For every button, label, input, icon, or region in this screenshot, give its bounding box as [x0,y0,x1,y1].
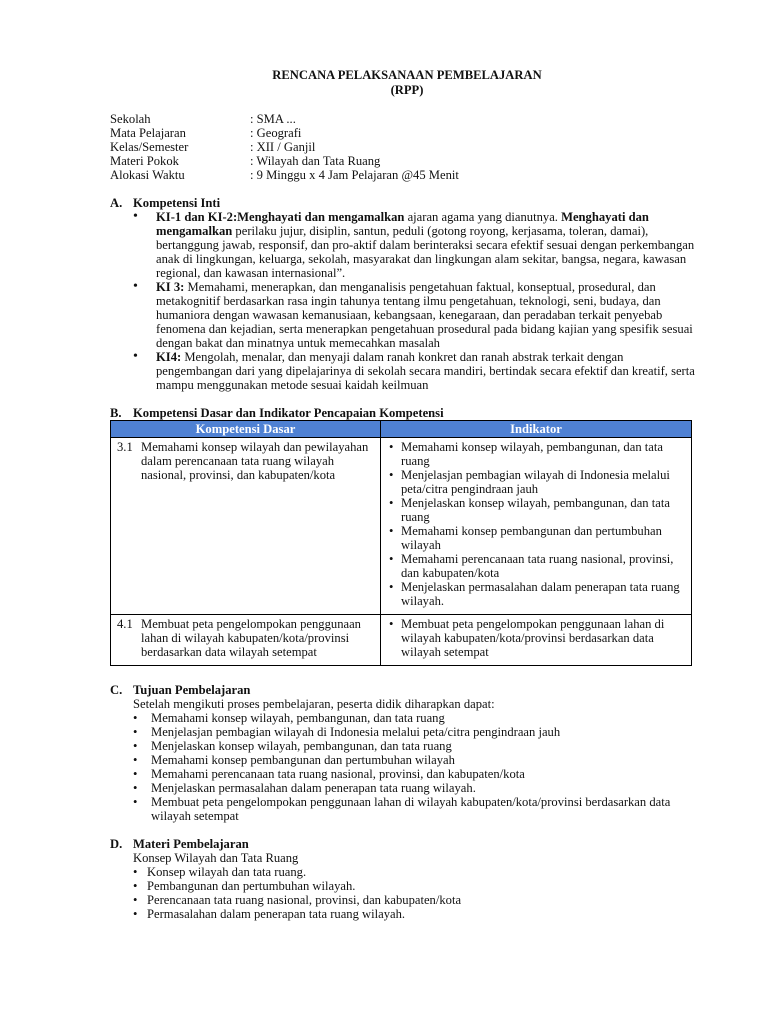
kd-text: Memahami konsep wilayah dan pewilayahan dalam perencanaan tata ruang wilayah nasional, provinsi, dan kabupaten/kota [141,440,369,482]
section-intro: Setelah mengikuti proses pembelajaran, peserta didik diharapkan dapat: [133,697,495,711]
identity-row [110,168,698,182]
tujuan-item: • Membuat peta pengelompokan penggunaan lahan di wilayah kabupaten/kota/provinsi berdasarkan data wilayah setempat [133,795,698,823]
title-line-2: (RPP) [390,82,424,97]
materi-item: • Konsep wilayah dan tata ruang. [133,865,698,879]
materi-list [133,865,698,921]
kd-number: 3.1 [117,440,133,454]
indikator-item: • Memahami konsep pembangunan dan pertumbuhan wilayah [387,524,685,552]
table-header-row [111,421,692,438]
ki-text: Memahami, menerapkan, dan menganalisis pengetahuan faktual, konseptual, prosedural, dan metakognitif berdasarkan rasa ingin tahunya tentang ilmu pengetahuan, teknologi, seni, budaya, dan humaniora dengan wawasan kemanusiaan, kebangsaan, kenegaraan, dan peradaban terkait penyebab fenomena dan kejadian, serta menerapkan pengetahuan prosedural pada bidang kajian yang spesifik sesuai dengan bakat dan minatnya untuk memecahkan masalah [156,280,693,350]
identity-label: Materi Pokok [110,154,179,168]
indikator-item: • Membuat peta pengelompokan penggunaan lahan di wilayah kabupaten/kota/provinsi berdasarkan data wilayah setempat [387,617,685,659]
indikator-item: • Memahami perencanaan tata ruang nasional, provinsi, dan kabupaten/kota [387,552,685,580]
tujuan-item: • Memahami perencanaan tata ruang nasional, provinsi, dan kabupaten/kota [133,767,698,781]
identity-label: Kelas/Semester [110,140,189,154]
tujuan-item: • Menjelaskan konsep wilayah, pembangunan, dan tata ruang [133,739,698,753]
section-heading [110,837,698,851]
section-letter: D. [110,837,123,851]
identity-value: : Wilayah dan Tata Ruang [250,154,381,168]
tujuan-item: • Memahami konsep wilayah, pembangunan, dan tata ruang [133,711,698,725]
identity-row [110,154,698,168]
table-row [111,615,692,666]
indikator-item: • Memahami konsep wilayah, pembangunan, dan tata ruang [387,440,685,468]
ki-label: KI 3: [156,280,185,294]
indikator-item: • Menjelasjan pembagian wilayah di Indonesia melalui peta/citra pengindraan jauh [387,468,685,496]
column-header-kompetensi-dasar: Kompetensi Dasar [111,421,381,438]
section-kompetensi-inti [110,196,698,392]
ki-text: Mengolah, menalar, dan menyaji dalam ranah konkret dan ranah abstrak terkait dengan pengembangan dari yang dipelajarinya di sekolah secara mandiri, bertindak secara efektif dan kreatif, serta mampu menggunakan metode sesuai kaidah keilmuan [156,350,695,392]
section-heading [110,196,698,210]
section-tujuan-pembelajaran [110,683,698,823]
section-letter: B. [110,406,122,420]
identity-label: Mata Pelajaran [110,126,186,140]
indikator-item: • Menjelaskan permasalahan dalam penerapan tata ruang wilayah. [387,580,685,608]
ki-label: KI4: [156,350,182,364]
materi-item: • Pembangunan dan pertumbuhan wilayah. [133,879,698,893]
column-header-indikator: Indikator [381,421,692,438]
tujuan-item: • Menjelaskan permasalahan dalam penerapan tata ruang wilayah. [133,781,698,795]
ki-label: KI-1 dan KI-2:Menghayati dan mengamalkan [156,210,405,224]
ki-emphasis: Menghayati dan mengamalkan [156,210,649,238]
indikator-cell [381,438,692,615]
materi-item: • Permasalahan dalam penerapan tata ruang wilayah. [133,907,698,921]
identity-row [110,112,698,126]
section-title: Tujuan Pembelajaran [133,683,251,697]
ki-item [133,280,698,350]
ki-text: ajaran agama yang dianutnya. [404,210,562,224]
section-title: Kompetensi Dasar dan Indikator Pencapaian Kompetensi [133,406,444,420]
title-line-1: RENCANA PELAKSANAAN PEMBELAJARAN [272,68,542,82]
tujuan-item: • Menjelasjan pembagian wilayah di Indonesia melalui peta/citra pengindraan jauh [133,725,698,739]
section-heading [110,683,698,697]
tujuan-list [133,711,698,823]
section-heading [110,406,698,420]
kd-text: Membuat peta pengelompokan penggunaan lahan di wilayah kabupaten/kota/provinsi berdasarkan data wilayah setempat [141,617,361,659]
identity-label: Sekolah [110,112,151,126]
indikator-cell [381,615,692,666]
ki-item [133,350,698,392]
identity-row [110,140,698,154]
section-letter: C. [110,683,123,697]
section-title: Materi Pembelajaran [133,837,249,851]
ki-text: perilaku jujur, disiplin, santun, peduli (gotong royong, kerjasama, toleran, damai), bertanggung jawab, responsif, dan pro-aktif dalam berinteraksi secara efektif sesuai dengan perkembangan anak di lingkungan, keluarga, sekolah, masyarakat dan lingkungan alam sekitar, bangsa, negara, kawasan regional, dan kawasan internasional”. [156,224,695,280]
identity-value: : 9 Minggu x 4 Jam Pelajaran @45 Menit [250,168,459,182]
section-materi-pembelajaran [110,837,698,921]
identity-value: : SMA ... [250,112,296,126]
ki-list [133,210,698,392]
section-intro: Konsep Wilayah dan Tata Ruang [133,851,299,865]
table-row [111,438,692,615]
identity-block [110,112,698,182]
kd-cell [111,438,381,615]
ki-item [133,210,698,280]
kd-number: 4.1 [117,617,133,631]
identity-label: Alokasi Waktu [110,168,185,182]
kd-cell [111,615,381,666]
indikator-list [387,617,685,659]
identity-value: : Geografi [250,126,302,140]
identity-value: : XII / Ganjil [250,140,316,154]
identity-row [110,126,698,140]
section-letter: A. [110,196,123,210]
tujuan-item: • Memahami konsep pembangunan dan pertumbuhan wilayah [133,753,698,767]
section-kompetensi-dasar [110,406,698,666]
document-title [110,68,698,97]
indikator-list [387,440,685,608]
indikator-item: • Menjelaskan konsep wilayah, pembangunan, dan tata ruang [387,496,685,524]
kd-indikator-table [110,420,692,666]
section-title: Kompetensi Inti [133,196,221,210]
materi-item: • Perencanaan tata ruang nasional, provinsi, dan kabupaten/kota [133,893,698,907]
